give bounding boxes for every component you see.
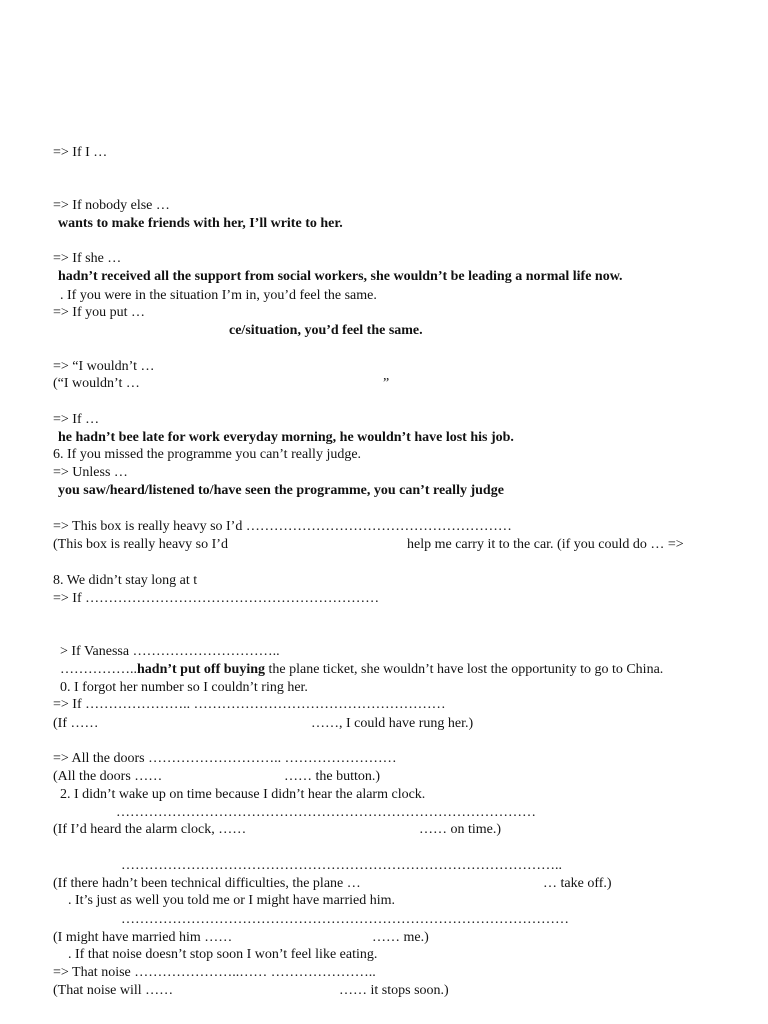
answer-line: => That noise …………………..…… ………………….. <box>53 965 376 980</box>
answer-line: => If I … <box>53 145 108 160</box>
hint-line: (If …… <box>53 716 99 731</box>
hint-line: (This box is really heavy so I’d <box>53 537 228 552</box>
hint-line-end: ” <box>383 376 390 391</box>
blank-line: ………………………………………………………………………………….. <box>121 858 562 873</box>
blank-line: ……………………………………………………………………………… <box>116 805 536 820</box>
answer-line: => If nobody else … <box>53 198 170 213</box>
answer-line: => If ……………………………………………………… <box>53 591 380 606</box>
hint-line-end: …… on time.) <box>419 822 502 837</box>
hint-line-end: …… me.) <box>372 930 429 945</box>
answer-line: => “I wouldn’t … <box>53 359 155 374</box>
blank-dots: …………….. <box>60 662 137 677</box>
hint-line: (If I’d heard the alarm clock, …… <box>53 822 247 837</box>
answer-line: => If ………………….. ……………………………………………… <box>53 697 446 712</box>
exercise-sentence: . If you were in the situation I’m in, you’d feel the same. <box>60 288 377 303</box>
answer-text: hadn’t received all the support from social workers, she wouldn’t be leading a normal life now. <box>58 269 623 284</box>
answer-line: => If … <box>53 412 100 427</box>
answer-line: > If Vanessa ………………………….. <box>60 644 280 659</box>
exercise-sentence: 0. I forgot her number so I couldn’t ring her. <box>60 680 308 695</box>
hint-line: (I might have married him …… <box>53 930 233 945</box>
hint-line: (If there hadn’t been technical difficulties, the plane … <box>53 876 361 891</box>
exercise-sentence: . If that noise doesn’t stop soon I won’t feel like eating. <box>68 947 378 962</box>
hint-line: (“I wouldn’t … <box>53 376 140 391</box>
hint-line-end: ……, I could have rung her.) <box>311 716 474 731</box>
answer-rest: the plane ticket, she wouldn’t have lost the opportunity to go to China. <box>265 662 664 677</box>
hint-line-end: …… it stops soon.) <box>339 983 449 998</box>
answer-line: => Unless … <box>53 465 128 480</box>
answer-line: => If she … <box>53 251 122 266</box>
hint-line: (All the doors …… <box>53 769 163 784</box>
answer-line: => This box is really heavy so I’d ………………………………………………… <box>53 519 512 534</box>
answer-text-line <box>60 662 663 678</box>
exercise-sentence: 8. We didn’t stay long at t <box>53 573 198 588</box>
answer-text: he hadn’t bee late for work everyday morning, he wouldn’t have lost his job. <box>58 430 514 445</box>
hint-line-end: … take off.) <box>543 876 612 891</box>
blank-line: …………………………………………………………………………………… <box>121 912 569 927</box>
answer-line: => All the doors ……………………….. …………………… <box>53 751 397 766</box>
hint-line-end: …… the button.) <box>284 769 381 784</box>
exercise-sentence: . It’s just as well you told me or I might have married him. <box>68 893 395 908</box>
answer-text: you saw/heard/listened to/have seen the programme, you can’t really judge <box>58 483 504 498</box>
hint-line: (That noise will …… <box>53 983 174 998</box>
hint-line-end: help me carry it to the car. (if you could do … => <box>407 537 684 552</box>
exercise-sentence: 6. If you missed the programme you can’t really judge. <box>53 447 362 462</box>
bold-answer: hadn’t put off buying <box>137 662 265 677</box>
answer-text: ce/situation, you’d feel the same. <box>229 323 423 338</box>
answer-text: wants to make friends with her, I’ll write to her. <box>58 216 343 231</box>
answer-line: => If you put … <box>53 305 146 320</box>
exercise-sentence: 2. I didn’t wake up on time because I didn’t hear the alarm clock. <box>60 787 426 802</box>
